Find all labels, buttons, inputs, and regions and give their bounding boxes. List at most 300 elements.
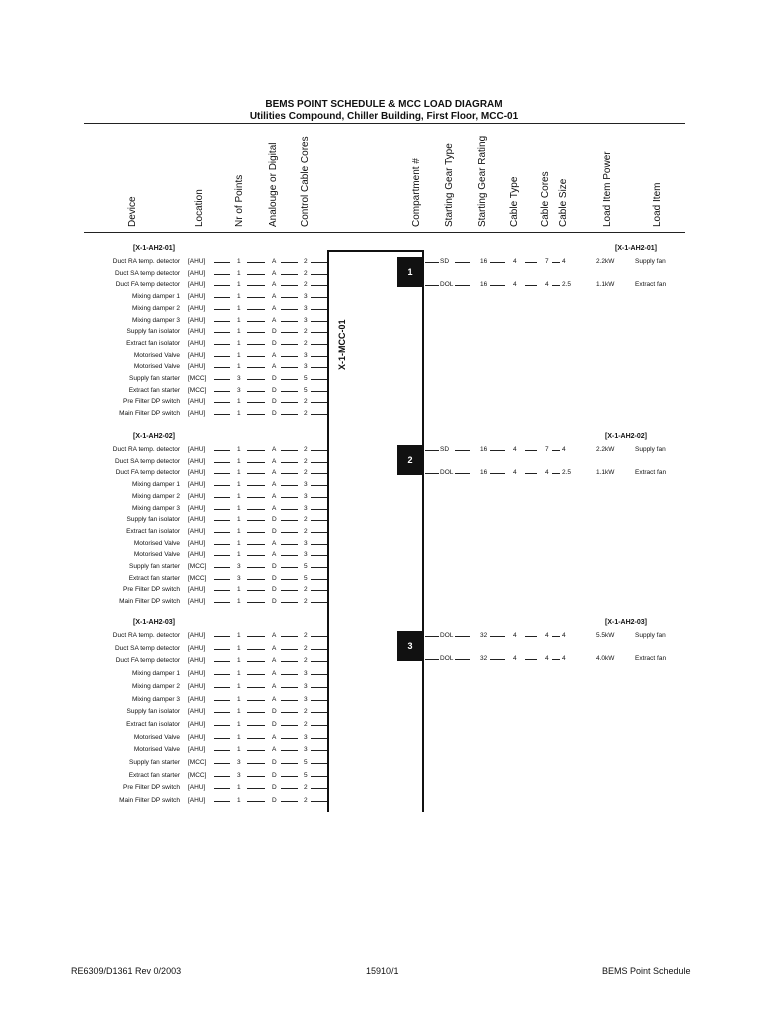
load-feeder-line [425, 450, 439, 451]
point-type: A [272, 269, 277, 277]
leader-line [281, 509, 298, 510]
point-location: [MCC] [188, 759, 207, 766]
point-device: Motorised Valve [133, 733, 180, 741]
point-cable-cores: 3 [304, 682, 308, 690]
point-count: 1 [237, 481, 241, 489]
point-count: 1 [237, 446, 241, 453]
leader-line [214, 332, 230, 333]
point-location: [MCC] [188, 386, 207, 394]
leader-line [281, 274, 298, 275]
column-header: Location [194, 189, 205, 227]
point-device: Duct SA temp detector [114, 457, 180, 465]
point-count: 1 [237, 598, 241, 606]
point-count: 1 [237, 363, 241, 371]
load-value: Supply fan [635, 258, 666, 265]
footer-doc-ref: RE6309/D1361 Rev 0/2003 [71, 966, 182, 976]
leader-line [311, 712, 327, 713]
point-type: D [272, 797, 277, 805]
point-cable-cores: 3 [304, 492, 308, 500]
leader-line [311, 520, 327, 521]
leader-line [214, 674, 230, 675]
point-count: 1 [237, 504, 241, 512]
point-type: A [272, 293, 277, 301]
load-value: DOL [440, 281, 454, 288]
point-cable-cores: 2 [304, 469, 308, 477]
point-location: [AHU] [188, 746, 206, 754]
point-count: 1 [237, 632, 241, 639]
leader-line [281, 567, 298, 568]
point-location: [AHU] [188, 733, 206, 741]
document-title: BEMS POINT SCHEDULE & MCC LOAD DIAGRAM [265, 99, 503, 110]
point-count: 1 [237, 328, 241, 336]
point-device: Motorised Valve [133, 746, 180, 754]
point-device: Duct FA temp detector [115, 469, 180, 477]
leader-line [214, 788, 230, 789]
leader-line [281, 788, 298, 789]
leader-line [281, 332, 298, 333]
leader-line [247, 674, 265, 675]
point-cable-cores: 5 [304, 563, 308, 570]
load-value: DOL [440, 632, 454, 639]
point-cable-cores: 2 [304, 258, 308, 265]
point-type: A [272, 682, 277, 690]
point-cable-cores: 5 [304, 771, 308, 779]
leader-line [247, 544, 265, 545]
leader-line [214, 750, 230, 751]
point-count: 1 [237, 410, 241, 418]
group-heading: [X-1-AH2-01] [133, 245, 176, 252]
point-type: D [272, 586, 277, 594]
leader-line [247, 285, 265, 286]
leader-line [214, 509, 230, 510]
leader-line [247, 567, 265, 568]
leader-line [214, 532, 230, 533]
point-count: 1 [237, 784, 241, 792]
leader-line [311, 344, 327, 345]
load-value: 4 [562, 655, 566, 662]
leader-line [281, 462, 298, 463]
point-cable-cores: 3 [304, 746, 308, 754]
point-device: Mixing damper 3 [131, 316, 180, 324]
load-feeder-line [425, 636, 439, 637]
leader-line [311, 285, 327, 286]
point-device: Main Filter DP switch [119, 410, 180, 418]
leader-line [247, 367, 265, 368]
leader-line [281, 532, 298, 533]
leader-line [552, 473, 560, 474]
point-device: Duct FA temp detector [115, 657, 180, 665]
point-cable-cores: 2 [304, 446, 308, 453]
document-subtitle: Utilities Compound, Chiller Building, First Floor, MCC-01 [249, 111, 519, 122]
point-device: Mixing damper 3 [131, 504, 180, 512]
leader-line [281, 636, 298, 637]
point-type: A [272, 746, 277, 754]
point-cable-cores: 2 [304, 269, 308, 277]
column-header: Nr of Points [234, 174, 245, 227]
point-location: [AHU] [188, 551, 206, 559]
load-value: DOL [440, 469, 454, 476]
leader-line [525, 473, 537, 474]
leader-line [214, 485, 230, 486]
load-value: Supply fan [635, 632, 666, 639]
leader-line [281, 262, 298, 263]
point-device: Duct RA temp. detector [112, 632, 180, 639]
leader-line [311, 725, 327, 726]
leader-line [247, 788, 265, 789]
point-count: 1 [237, 398, 241, 406]
point-type: A [272, 657, 277, 665]
leader-line [214, 763, 230, 764]
point-location: [AHU] [188, 539, 206, 547]
load-value: 16 [480, 446, 488, 453]
leader-line [281, 649, 298, 650]
point-type: A [272, 670, 277, 678]
load-group-heading: [X-1-AH2-01] [615, 245, 658, 252]
point-location: [AHU] [188, 708, 206, 716]
load-value: 4 [545, 655, 549, 662]
leader-line [214, 462, 230, 463]
leader-line [281, 700, 298, 701]
point-type: A [272, 457, 277, 465]
column-header: Control Cable Cores [300, 136, 311, 227]
point-count: 3 [237, 375, 241, 382]
leader-line [311, 379, 327, 380]
point-device: Extract fan starter [128, 771, 180, 779]
column-header: Device [127, 196, 138, 227]
point-cable-cores: 2 [304, 328, 308, 336]
leader-line [525, 450, 537, 451]
leader-line [552, 450, 560, 451]
leader-line [281, 602, 298, 603]
leader-line [247, 687, 265, 688]
point-count: 1 [237, 797, 241, 805]
leader-line [311, 687, 327, 688]
footer-section-title: BEMS Point Schedule [602, 966, 691, 976]
leader-line [281, 379, 298, 380]
point-location: [AHU] [188, 682, 206, 690]
header-rule [84, 123, 685, 124]
leader-line [247, 462, 265, 463]
leader-line [552, 262, 560, 263]
leader-line [311, 262, 327, 263]
point-cable-cores: 2 [304, 657, 308, 665]
leader-line [247, 801, 265, 802]
load-group-heading: [X-1-AH2-02] [605, 433, 648, 440]
point-type: D [272, 574, 277, 582]
leader-line [247, 532, 265, 533]
column-header-rule [84, 232, 685, 233]
leader-line [311, 321, 327, 322]
column-header: Compartment # [411, 158, 422, 227]
leader-line [247, 274, 265, 275]
point-cable-cores: 2 [304, 586, 308, 594]
leader-line [214, 544, 230, 545]
point-type: A [272, 469, 277, 477]
point-location: [AHU] [188, 527, 206, 535]
leader-line [311, 750, 327, 751]
load-value: 4 [545, 469, 549, 476]
leader-line [214, 391, 230, 392]
point-type: D [272, 759, 277, 766]
point-location: [AHU] [188, 598, 206, 606]
point-type: D [272, 398, 277, 406]
load-value: 1.1kW [596, 281, 615, 288]
leader-line [525, 285, 537, 286]
leader-line [455, 636, 470, 637]
point-type: D [272, 598, 277, 606]
leader-line [281, 776, 298, 777]
leader-line [214, 687, 230, 688]
point-count: 1 [237, 720, 241, 728]
point-count: 1 [237, 516, 241, 524]
leader-line [214, 602, 230, 603]
leader-line [214, 801, 230, 802]
point-type: D [272, 386, 277, 394]
leader-line [281, 674, 298, 675]
point-location: [AHU] [188, 586, 206, 594]
point-device: Pre Filter DP switch [123, 784, 180, 792]
leader-line [311, 450, 327, 451]
point-device: Supply fan starter [129, 759, 180, 766]
leader-line [281, 579, 298, 580]
leader-line [281, 544, 298, 545]
leader-line [281, 344, 298, 345]
mcc-name: X-1-MCC-01 [337, 319, 347, 370]
load-value: 32 [480, 632, 488, 639]
point-cable-cores: 2 [304, 410, 308, 418]
point-count: 3 [237, 759, 241, 766]
leader-line [247, 414, 265, 415]
load-feeder-line [425, 285, 439, 286]
point-count: 3 [237, 386, 241, 394]
leader-line [214, 579, 230, 580]
point-cable-cores: 3 [304, 293, 308, 301]
point-location: [AHU] [188, 784, 206, 792]
leader-line [281, 297, 298, 298]
point-count: 1 [237, 316, 241, 324]
leader-line [247, 738, 265, 739]
load-value: 4 [562, 446, 566, 453]
point-type: D [272, 410, 277, 418]
point-device: Duct RA temp. detector [112, 258, 180, 265]
leader-line [281, 485, 298, 486]
leader-line [247, 700, 265, 701]
load-value: 7 [545, 446, 549, 453]
point-location: [AHU] [188, 504, 206, 512]
point-location: [MCC] [188, 574, 207, 582]
point-cable-cores: 5 [304, 375, 308, 382]
point-cable-cores: 2 [304, 281, 308, 289]
load-value: Extract fan [635, 469, 667, 476]
leader-line [247, 262, 265, 263]
column-header: Cable Cores [540, 171, 551, 227]
point-type: D [272, 527, 277, 535]
group-heading: [X-1-AH2-02] [133, 433, 176, 440]
point-cable-cores: 2 [304, 644, 308, 652]
load-value: 4 [513, 281, 517, 288]
point-type: A [272, 551, 277, 559]
leader-line [311, 788, 327, 789]
leader-line [247, 485, 265, 486]
point-cable-cores: 3 [304, 304, 308, 312]
column-header: Starting Gear Type [444, 143, 455, 227]
point-type: A [272, 258, 277, 265]
load-value: 4 [545, 632, 549, 639]
leader-line [214, 661, 230, 662]
leader-line [490, 450, 505, 451]
load-value: Extract fan [635, 655, 667, 662]
point-location: [AHU] [188, 516, 206, 524]
leader-line [247, 763, 265, 764]
leader-line [455, 659, 470, 660]
group-heading: [X-1-AH2-03] [133, 619, 176, 626]
point-type: A [272, 351, 277, 359]
load-value: 2.2kW [596, 446, 615, 453]
point-cable-cores: 2 [304, 598, 308, 606]
point-count: 1 [237, 695, 241, 703]
leader-line [311, 602, 327, 603]
leader-line [311, 297, 327, 298]
point-type: A [272, 316, 277, 324]
point-type: A [272, 733, 277, 741]
point-cable-cores: 3 [304, 504, 308, 512]
leader-line [490, 636, 505, 637]
point-type: A [272, 363, 277, 371]
leader-line [281, 321, 298, 322]
leader-line [311, 332, 327, 333]
leader-line [552, 659, 560, 660]
point-location: [AHU] [188, 481, 206, 489]
point-device: Supply fan isolator [126, 516, 180, 524]
load-value: 4 [513, 469, 517, 476]
point-count: 1 [237, 281, 241, 289]
load-value: 7 [545, 258, 549, 265]
leader-line [214, 379, 230, 380]
load-value: 4 [513, 446, 517, 453]
point-device: Mixing damper 2 [131, 304, 180, 312]
point-count: 3 [237, 771, 241, 779]
point-cable-cores: 3 [304, 316, 308, 324]
leader-line [311, 636, 327, 637]
point-device: Mixing damper 3 [131, 695, 180, 703]
leader-line [247, 712, 265, 713]
column-header: Analouge or Digital [268, 142, 279, 227]
leader-line [214, 321, 230, 322]
leader-line [214, 356, 230, 357]
leader-line [281, 450, 298, 451]
leader-line [214, 344, 230, 345]
leader-line [281, 473, 298, 474]
point-count: 1 [237, 586, 241, 594]
point-type: A [272, 446, 277, 453]
leader-line [281, 661, 298, 662]
leader-line [311, 402, 327, 403]
column-header: Cable Size [558, 178, 569, 227]
point-type: D [272, 708, 277, 716]
point-count: 1 [237, 351, 241, 359]
leader-line [247, 450, 265, 451]
point-location: [AHU] [188, 304, 206, 312]
load-value: SD [440, 258, 450, 265]
point-device: Main Filter DP switch [119, 598, 180, 606]
compartment-box: 1 [397, 257, 423, 287]
point-type: D [272, 563, 277, 570]
leader-line [281, 402, 298, 403]
point-location: [AHU] [188, 410, 206, 418]
point-device: Mixing damper 1 [131, 670, 180, 678]
leader-line [311, 462, 327, 463]
point-location: [AHU] [188, 269, 206, 277]
column-header: Load Item [652, 182, 663, 227]
point-count: 1 [237, 339, 241, 347]
leader-line [311, 485, 327, 486]
leader-line [247, 402, 265, 403]
leader-line [214, 297, 230, 298]
leader-line [311, 674, 327, 675]
leader-line [281, 725, 298, 726]
leader-line [525, 636, 537, 637]
point-location: [AHU] [188, 492, 206, 500]
point-type: D [272, 328, 277, 336]
point-type: A [272, 481, 277, 489]
leader-line [281, 801, 298, 802]
point-type: D [272, 375, 277, 382]
point-device: Main Filter DP switch [119, 797, 180, 805]
point-device: Motorised Valve [133, 539, 180, 547]
load-value: 2.5 [562, 281, 572, 288]
point-type: A [272, 304, 277, 312]
leader-line [281, 750, 298, 751]
point-location: [AHU] [188, 328, 206, 336]
leader-line [552, 285, 560, 286]
point-type: D [272, 771, 277, 779]
point-count: 1 [237, 258, 241, 265]
point-device: Motorised Valve [133, 351, 180, 359]
load-feeder-line [425, 659, 439, 660]
point-device: Duct SA temp detector [114, 269, 180, 277]
leader-line [247, 497, 265, 498]
leader-line [455, 450, 470, 451]
footer-page-number: 15910/1 [366, 966, 399, 976]
load-value: DOL [440, 655, 454, 662]
load-value: Extract fan [635, 281, 667, 288]
load-feeder-line [425, 262, 439, 263]
leader-line [490, 659, 505, 660]
leader-line [311, 274, 327, 275]
point-count: 1 [237, 469, 241, 477]
leader-line [247, 321, 265, 322]
point-cable-cores: 5 [304, 574, 308, 582]
load-value: 4 [513, 632, 517, 639]
leader-line [281, 309, 298, 310]
leader-line [311, 590, 327, 591]
leader-line [281, 414, 298, 415]
load-feeder-line [425, 473, 439, 474]
leader-line [247, 520, 265, 521]
leader-line [247, 649, 265, 650]
leader-line [214, 567, 230, 568]
point-location: [AHU] [188, 644, 206, 652]
point-count: 1 [237, 492, 241, 500]
load-value: 4 [513, 258, 517, 265]
compartment-box: 3 [397, 631, 423, 661]
leader-line [214, 649, 230, 650]
load-value: 4 [545, 281, 549, 288]
point-location: [AHU] [188, 797, 206, 805]
point-count: 1 [237, 708, 241, 716]
point-type: A [272, 632, 277, 639]
point-location: [AHU] [188, 293, 206, 301]
